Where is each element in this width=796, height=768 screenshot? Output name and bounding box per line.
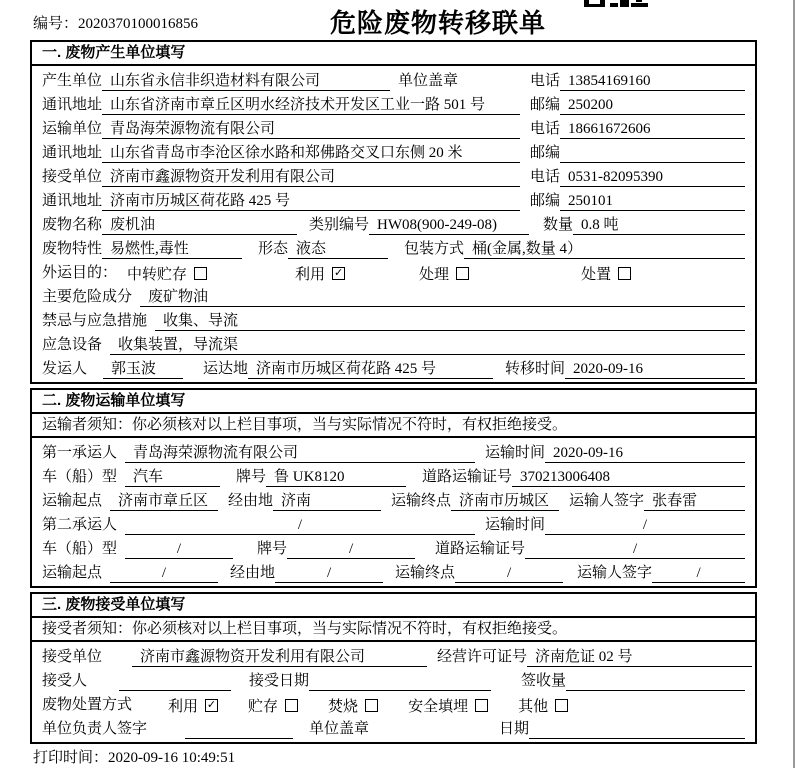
field-label: 邮编 bbox=[529, 97, 560, 113]
field-label: 签收量 bbox=[521, 673, 567, 689]
checkbox-item bbox=[168, 696, 218, 715]
field-label: 运达地 bbox=[203, 361, 249, 377]
doc-number bbox=[33, 12, 198, 33]
field-label: 通讯地址 bbox=[42, 193, 103, 209]
field-value: 济南市章丘区 bbox=[110, 492, 218, 511]
field-label: 运输单位 bbox=[42, 121, 103, 137]
checkbox-item bbox=[408, 696, 488, 715]
section-title: 三. 废物接受单位填写 bbox=[32, 594, 755, 618]
form-row bbox=[42, 716, 745, 740]
field-label: 经由地 bbox=[230, 565, 276, 581]
field-value: 济南市鑫源物资开发利用有限公司 bbox=[132, 648, 427, 667]
field-value: / bbox=[545, 516, 745, 535]
checkbox-label: 利用 bbox=[168, 699, 199, 715]
page-title: 危险废物转移联单 bbox=[330, 8, 547, 38]
checkbox-item bbox=[419, 264, 469, 283]
checkbox-unchecked-icon bbox=[365, 699, 378, 712]
section-producer-box bbox=[30, 40, 757, 384]
form-row bbox=[42, 164, 745, 188]
field-label: 接受日期 bbox=[249, 673, 310, 689]
checkbox-unchecked-icon bbox=[194, 267, 207, 280]
field-value: HW08(900-249-08) bbox=[369, 216, 529, 235]
field-value: 济南危证 02 号 bbox=[527, 648, 752, 667]
field-label: 单位盖章 bbox=[309, 721, 370, 737]
form-row bbox=[42, 692, 745, 716]
field-value: 250200 bbox=[560, 96, 745, 115]
checkbox-checked-icon: ✓ bbox=[206, 698, 217, 711]
field-blank bbox=[529, 720, 745, 739]
checkbox-label: 中转贮存 bbox=[127, 267, 188, 283]
field-value: 济南市鑫源物资开发利用有限公司 bbox=[102, 168, 520, 187]
field-value: 2020-09-16 bbox=[565, 360, 745, 379]
form-row bbox=[42, 356, 745, 380]
field-label: 日期 bbox=[499, 721, 530, 737]
field-label: 邮编 bbox=[529, 145, 560, 161]
section-rows bbox=[32, 438, 755, 586]
checkbox-item bbox=[127, 264, 207, 283]
field-label: 接受单位 bbox=[42, 169, 103, 185]
field-label: 车（船）型 bbox=[42, 469, 118, 485]
section-title: 二. 废物运输单位填写 bbox=[32, 390, 755, 414]
field-value: / bbox=[525, 540, 745, 559]
field-value: 18661672606 bbox=[560, 120, 745, 139]
field-blank bbox=[119, 672, 231, 691]
field-label: 类别编号 bbox=[309, 217, 370, 233]
field-blank bbox=[309, 672, 491, 691]
field-blank bbox=[185, 720, 293, 739]
checkbox-label: 处理 bbox=[419, 267, 450, 283]
checkbox-label: 处置 bbox=[581, 267, 612, 283]
field-label: 废物处置方式 bbox=[42, 697, 133, 713]
field-label: 第一承运人 bbox=[42, 445, 118, 461]
field-blank bbox=[566, 672, 745, 691]
field-value: 山东省青岛市李沧区徐水路和郑佛路交叉口东侧 20 米 bbox=[102, 144, 520, 163]
section-rows bbox=[32, 66, 755, 382]
form-row bbox=[42, 488, 745, 512]
form-row bbox=[42, 560, 745, 584]
field-label: 第二承运人 bbox=[42, 517, 118, 533]
field-label: 废物特性 bbox=[42, 241, 103, 257]
field-label: 产生单位 bbox=[42, 73, 103, 89]
field-value: 青岛海荣源物流有限公司 bbox=[125, 444, 475, 463]
checkbox-unchecked-icon bbox=[285, 699, 298, 712]
checkbox-item bbox=[295, 264, 345, 283]
field-label: 应急设备 bbox=[42, 337, 103, 353]
field-value: 山东省永信非织造材料有限公司 bbox=[102, 72, 390, 91]
field-label: 运输终点 bbox=[391, 493, 452, 509]
field-value: 济南市历城区荷花路 425 号 bbox=[102, 192, 520, 211]
field-label: 包装方式 bbox=[404, 241, 465, 257]
field-label: 废物名称 bbox=[42, 217, 103, 233]
checkbox-item bbox=[581, 264, 631, 283]
field-label: 接受单位 bbox=[42, 649, 103, 665]
checkbox-label: 其他 bbox=[518, 699, 549, 715]
field-value: 济南 bbox=[273, 492, 381, 511]
print-time-label: 打印时间： bbox=[33, 750, 109, 766]
checkbox-unchecked-icon bbox=[555, 699, 568, 712]
field-value: 郭玉波 bbox=[103, 360, 183, 379]
field-value: 收集装置，导流渠 bbox=[110, 336, 745, 355]
field-label: 运输起点 bbox=[42, 493, 103, 509]
checkbox-checked-icon: ✓ bbox=[333, 266, 344, 279]
field-value: 桶(金属,数量 4） bbox=[464, 240, 745, 259]
field-value: 收集、导流 bbox=[155, 312, 745, 331]
section-transporter-box bbox=[30, 388, 757, 588]
section-notice: 接受者须知：你必须核对以上栏目事项，当与实际情况不符时，有权拒绝接受。 bbox=[32, 618, 755, 642]
field-label: 运输人签字 bbox=[577, 565, 653, 581]
checkbox-unchecked-icon bbox=[456, 267, 469, 280]
form-row bbox=[42, 440, 745, 464]
checkbox-unchecked-icon bbox=[475, 699, 488, 712]
doc-number-label: 编号： bbox=[33, 16, 79, 32]
field-value: 青岛海荣源物流有限公司 bbox=[102, 120, 520, 139]
field-label: 通讯地址 bbox=[42, 97, 103, 113]
field-value: 废矿物油 bbox=[140, 288, 745, 307]
field-label: 运输终点 bbox=[395, 565, 456, 581]
checkbox-label: 安全填埋 bbox=[408, 699, 469, 715]
field-label: 单位盖章 bbox=[397, 73, 458, 89]
field-value: 13854169160 bbox=[560, 72, 745, 91]
checkbox-item bbox=[328, 696, 378, 715]
field-value: 张春雷 bbox=[644, 492, 745, 511]
form-row bbox=[42, 116, 745, 140]
field-value: 济南市历城区 bbox=[451, 492, 559, 511]
form-row bbox=[42, 140, 745, 164]
checkbox-item bbox=[248, 696, 298, 715]
section-title: 一. 废物产生单位填写 bbox=[32, 42, 755, 66]
checkbox-unchecked-icon bbox=[618, 267, 631, 280]
checkbox-label: 贮存 bbox=[248, 699, 279, 715]
field-label: 运输时间 bbox=[484, 445, 545, 461]
field-value: / bbox=[287, 540, 415, 559]
form-row bbox=[42, 284, 745, 308]
form-row bbox=[42, 260, 745, 284]
qr-code-remnant bbox=[584, 0, 654, 8]
field-value: 0531-82095390 bbox=[560, 168, 745, 187]
form-row bbox=[42, 464, 745, 488]
form-row bbox=[42, 212, 745, 236]
field-value: 废机油 bbox=[102, 216, 297, 235]
field-label: 经营许可证号 bbox=[437, 649, 528, 665]
field-label: 接受人 bbox=[42, 673, 88, 689]
form-row bbox=[42, 92, 745, 116]
form-row bbox=[42, 332, 745, 356]
field-label: 形态 bbox=[258, 241, 289, 257]
field-label: 单位负责人签字 bbox=[42, 721, 148, 737]
field-value: / bbox=[110, 564, 218, 583]
print-time-value: 2020-09-16 10:49:51 bbox=[108, 750, 236, 766]
field-value: 济南市历城区荷花路 425 号 bbox=[248, 360, 493, 379]
field-blank bbox=[560, 144, 745, 163]
section-notice: 运输者须知：你必须核对以上栏目事项，当与实际情况不符时，有权拒绝接受。 bbox=[32, 414, 755, 438]
form-row bbox=[42, 644, 745, 668]
field-value: 0.8 吨 bbox=[573, 216, 745, 235]
checkbox-item bbox=[518, 696, 568, 715]
field-value: 汽车 bbox=[125, 468, 220, 487]
field-label: 牌号 bbox=[257, 541, 288, 557]
field-label: 道路运输证号 bbox=[422, 469, 513, 485]
field-value: 2020-09-16 bbox=[545, 444, 745, 463]
print-time bbox=[33, 746, 235, 767]
field-value: 250101 bbox=[560, 192, 745, 211]
field-label: 电话 bbox=[529, 121, 560, 137]
field-label: 转移时间 bbox=[505, 361, 566, 377]
field-value: / bbox=[275, 564, 383, 583]
doc-number-value: 2020370100016856 bbox=[78, 16, 199, 32]
form-row bbox=[42, 512, 745, 536]
field-value: 液态 bbox=[288, 240, 388, 259]
field-label: 邮编 bbox=[529, 193, 560, 209]
checkbox-label: 焚烧 bbox=[328, 699, 359, 715]
section-rows bbox=[32, 642, 755, 742]
field-label: 经由地 bbox=[228, 493, 274, 509]
field-value: 370213006408 bbox=[512, 468, 745, 487]
window-edge-line bbox=[793, 0, 795, 768]
field-label: 运输人签字 bbox=[569, 493, 645, 509]
field-label: 禁忌与应急措施 bbox=[42, 313, 148, 329]
field-value: / bbox=[652, 564, 745, 583]
field-label: 数量 bbox=[543, 217, 574, 233]
field-label: 外运目的： bbox=[42, 265, 118, 281]
field-label: 运输起点 bbox=[42, 565, 103, 581]
form-row bbox=[42, 536, 745, 560]
field-label: 发运人 bbox=[42, 361, 88, 377]
field-label: 主要危险成分 bbox=[42, 289, 133, 305]
field-label: 车（船）型 bbox=[42, 541, 118, 557]
field-value: 易燃性,毒性 bbox=[102, 240, 242, 259]
section-receiver-box bbox=[30, 592, 757, 744]
field-value: 山东省济南市章丘区明水经济技术开发区工业一路 501 号 bbox=[102, 96, 520, 115]
form-row bbox=[42, 68, 745, 92]
field-value: / bbox=[125, 540, 233, 559]
field-label: 电话 bbox=[529, 73, 560, 89]
field-value: / bbox=[125, 516, 475, 535]
form-row bbox=[42, 668, 745, 692]
checkbox-label: 利用 bbox=[295, 267, 326, 283]
manifest-form bbox=[30, 40, 757, 748]
field-label: 道路运输证号 bbox=[435, 541, 526, 557]
spacer bbox=[369, 721, 499, 740]
form-row bbox=[42, 188, 745, 212]
field-label: 牌号 bbox=[236, 469, 267, 485]
field-value: 鲁 UK8120 bbox=[266, 468, 406, 487]
field-label: 运输时间 bbox=[484, 517, 545, 533]
field-value: / bbox=[455, 564, 563, 583]
field-label: 电话 bbox=[529, 169, 560, 185]
form-row bbox=[42, 308, 745, 332]
form-row bbox=[42, 236, 745, 260]
field-label: 通讯地址 bbox=[42, 145, 103, 161]
